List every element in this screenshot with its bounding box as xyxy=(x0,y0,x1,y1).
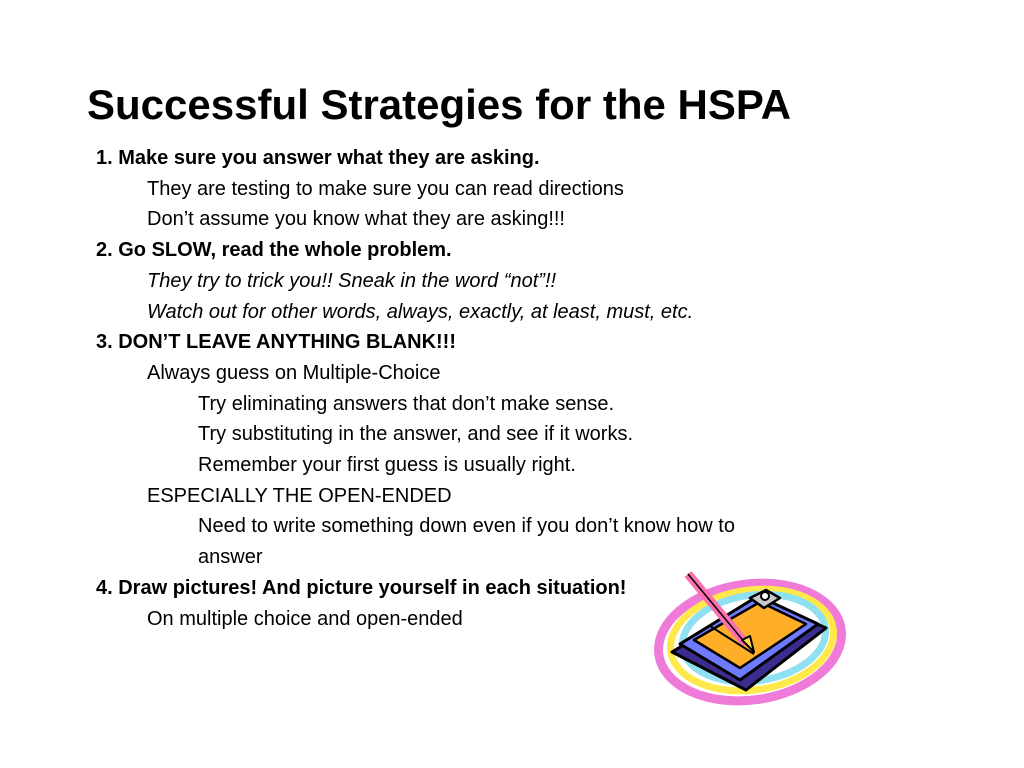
bullet-line: They are testing to make sure you can read directions xyxy=(147,177,624,200)
bullet-line: Try eliminating answers that don’t make sense. xyxy=(198,392,615,415)
bullet-line: On multiple choice and open-ended xyxy=(147,607,463,630)
bullet-line: Remember your first guess is usually right. xyxy=(198,454,576,477)
bullet-line: 3. DON’T LEAVE ANYTHING BLANK!!! xyxy=(96,331,456,354)
bullet-line: ESPECIALLY THE OPEN-ENDED xyxy=(147,484,452,507)
bullet-line: 4. Draw pictures! And picture yourself in each situation! xyxy=(96,576,627,599)
bullet-line: Watch out for other words, always, exactly, at least, must, etc. xyxy=(147,300,694,323)
slide-body xyxy=(96,143,956,634)
bullet-line: Don’t assume you know what they are asking!!! xyxy=(147,208,565,231)
clipboard-pencil-illustration xyxy=(650,566,850,706)
bullet-line: 2. Go SLOW, read the whole problem. xyxy=(96,239,452,262)
bullet-line: answer xyxy=(198,546,263,569)
bullet-line: Always guess on Multiple-Choice xyxy=(147,361,441,384)
bullet-line: Need to write something down even if you don’t know how to xyxy=(198,515,735,538)
bullet-line: They try to trick you!! Sneak in the word “not”!! xyxy=(147,269,557,292)
bullet-line: 1. Make sure you answer what they are asking. xyxy=(96,147,540,169)
clipboard-pencil-icon xyxy=(650,566,850,706)
slide-title: Successful Strategies for the HSPA xyxy=(87,81,792,128)
bullet-line: Try substituting in the answer, and see if it works. xyxy=(198,423,634,446)
